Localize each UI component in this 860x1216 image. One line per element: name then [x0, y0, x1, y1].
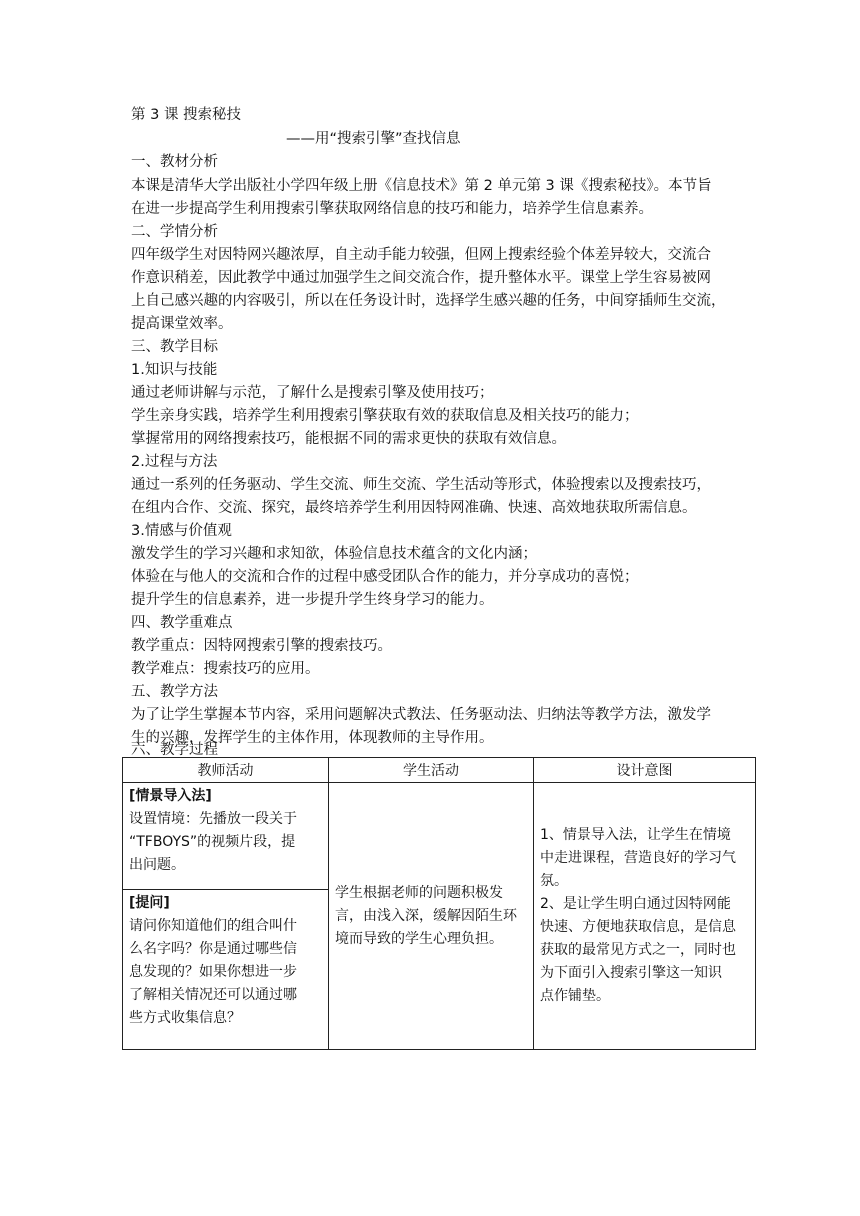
- intent-line: 点作铺垫。: [540, 988, 610, 1004]
- s3-3-line: 激发学生的学习兴趣和求知欲，体验信息技术蕴含的文化内涵；: [131, 546, 537, 562]
- subsection-heading-3-3: 3.情感与价值观: [131, 523, 232, 539]
- teacher-line: 么名字吗？你是通过哪些信: [129, 941, 297, 957]
- table-header-row: [123, 758, 756, 783]
- student-activity-text: [329, 880, 533, 953]
- s2-line: 作意识稍差，因此教学中通过加强学生之间交流合作，提升整体水平。课堂上学生容易被网: [131, 270, 711, 286]
- s5-line: 为了让学生掌握本节内容，采用问题解决式教法、任务驱动法、归纳法等教学方法，激发学: [131, 707, 711, 723]
- design-intent-text: [534, 822, 755, 1010]
- s3-1-line: 掌握常用的网络搜索技巧，能根据不同的需求更快的获取有效信息。: [131, 431, 566, 447]
- s4-line: 教学重点：因特网搜索引擎的搜索技巧。: [131, 638, 392, 654]
- teacher-line: 了解相关情况还可以通过哪: [129, 987, 297, 1003]
- s3-2-line: 在组内合作、交流、探究，最终培养学生利用因特网准确、快速、高效地获取所需信息。: [131, 500, 697, 516]
- teacher-line: 些方式收集信息？: [129, 1010, 241, 1026]
- s5-line: 生的兴趣，发挥学生的主体作用，体现教师的主导作用。: [131, 730, 494, 746]
- intent-line: 1、情景导入法，让学生在情境: [540, 827, 731, 843]
- teacher-block-intro-tag: [情景导入法]: [129, 788, 212, 804]
- teaching-process-table: [122, 757, 756, 1050]
- teacher-line: 息发现的？如果你想进一步: [129, 964, 297, 980]
- header-teacher-activity: 教师活动: [123, 758, 329, 783]
- teacher-block-question: [123, 890, 328, 1032]
- teacher-block-intro: [123, 783, 328, 889]
- intent-line: 获取的最常见方式之一，同时也: [540, 942, 736, 958]
- s2-line: 四年级学生对因特网兴趣浓厚，自主动手能力较强，但网上搜索经验个体差异较大，交流合: [131, 247, 711, 263]
- design-intent-cell: [534, 783, 756, 1050]
- subsection-heading-3-1: 1.知识与技能: [131, 362, 218, 378]
- s3-3-line: 体验在与他人的交流和合作的过程中感受团队合作的能力，并分享成功的喜悦；: [131, 569, 639, 585]
- s1-line: 在进一步提高学生利用搜索引擎获取网络信息的技巧和能力，培养学生信息素养。: [131, 201, 653, 217]
- s3-1-line: 学生亲身实践，培养学生利用搜索引擎获取有效的获取信息及相关技巧的能力；: [131, 408, 639, 424]
- s3-3-line: 提升学生的信息素养，进一步提升学生终身学习的能力。: [131, 592, 494, 608]
- lesson-title: 第 3 课 搜索秘技: [131, 107, 242, 123]
- header-student-activity: 学生活动: [329, 758, 534, 783]
- s3-1-line: 通过老师讲解与示范，了解什么是搜索引擎及使用技巧；: [131, 385, 494, 401]
- section-heading-5: 五、教学方法: [131, 684, 218, 700]
- student-line: 学生根据老师的问题积极发: [335, 884, 503, 901]
- teacher-line: 请问你知道他们的组合叫什: [129, 918, 297, 934]
- header-design-intent: 设计意图: [534, 758, 756, 783]
- s1-line: 本课是清华大学出版社小学四年级上册《信息技术》第 2 单元第 3 课《搜索秘技》。本节旨: [131, 178, 712, 194]
- section-heading-4: 四、教学重难点: [131, 615, 233, 631]
- student-line: 境而导致的学生心理负担。: [335, 930, 503, 947]
- s2-line: 上自己感兴趣的内容吸引，所以在任务设计时，选择学生感兴趣的任务，中间穿插师生交流，: [131, 293, 726, 309]
- teacher-activity-cell: [123, 783, 329, 1050]
- section-heading-2: 二、学情分析: [131, 224, 218, 240]
- intent-line: 快速、方便地获取信息，是信息: [540, 919, 736, 935]
- teacher-line: 出问题。: [129, 857, 185, 873]
- student-activity-cell: [329, 783, 534, 1050]
- intent-line: 中走进课程，营造良好的学习气: [540, 850, 736, 866]
- teacher-line: “TFBOYS”的视频片段，提: [129, 834, 296, 850]
- s4-line: 教学难点：搜索技巧的应用。: [131, 661, 320, 677]
- section-heading-1: 一、教材分析: [131, 154, 218, 170]
- section-heading-6: 六、教学过程: [131, 742, 218, 758]
- teacher-block-question-tag: [提问]: [129, 895, 170, 911]
- s3-2-line: 通过一系列的任务驱动、学生交流、师生交流、学生活动等形式，体验搜索以及搜索技巧，: [131, 477, 711, 493]
- intent-line: 2、是让学生明白通过因特网能: [540, 896, 731, 912]
- intent-line: 为下面引入搜索引擎这一知识: [540, 965, 722, 981]
- table-row: [123, 783, 756, 1050]
- s2-line: 提高课堂效率。: [131, 316, 233, 332]
- lesson-subtitle: ——用“搜索引擎”查找信息: [286, 131, 461, 147]
- student-line: 言，由浅入深，缓解因陌生环: [335, 907, 517, 924]
- intent-line: 氛。: [540, 873, 568, 889]
- section-heading-3: 三、教学目标: [131, 339, 218, 355]
- teacher-line: 设置情境：先播放一段关于: [129, 811, 297, 827]
- subsection-heading-3-2: 2.过程与方法: [131, 454, 218, 470]
